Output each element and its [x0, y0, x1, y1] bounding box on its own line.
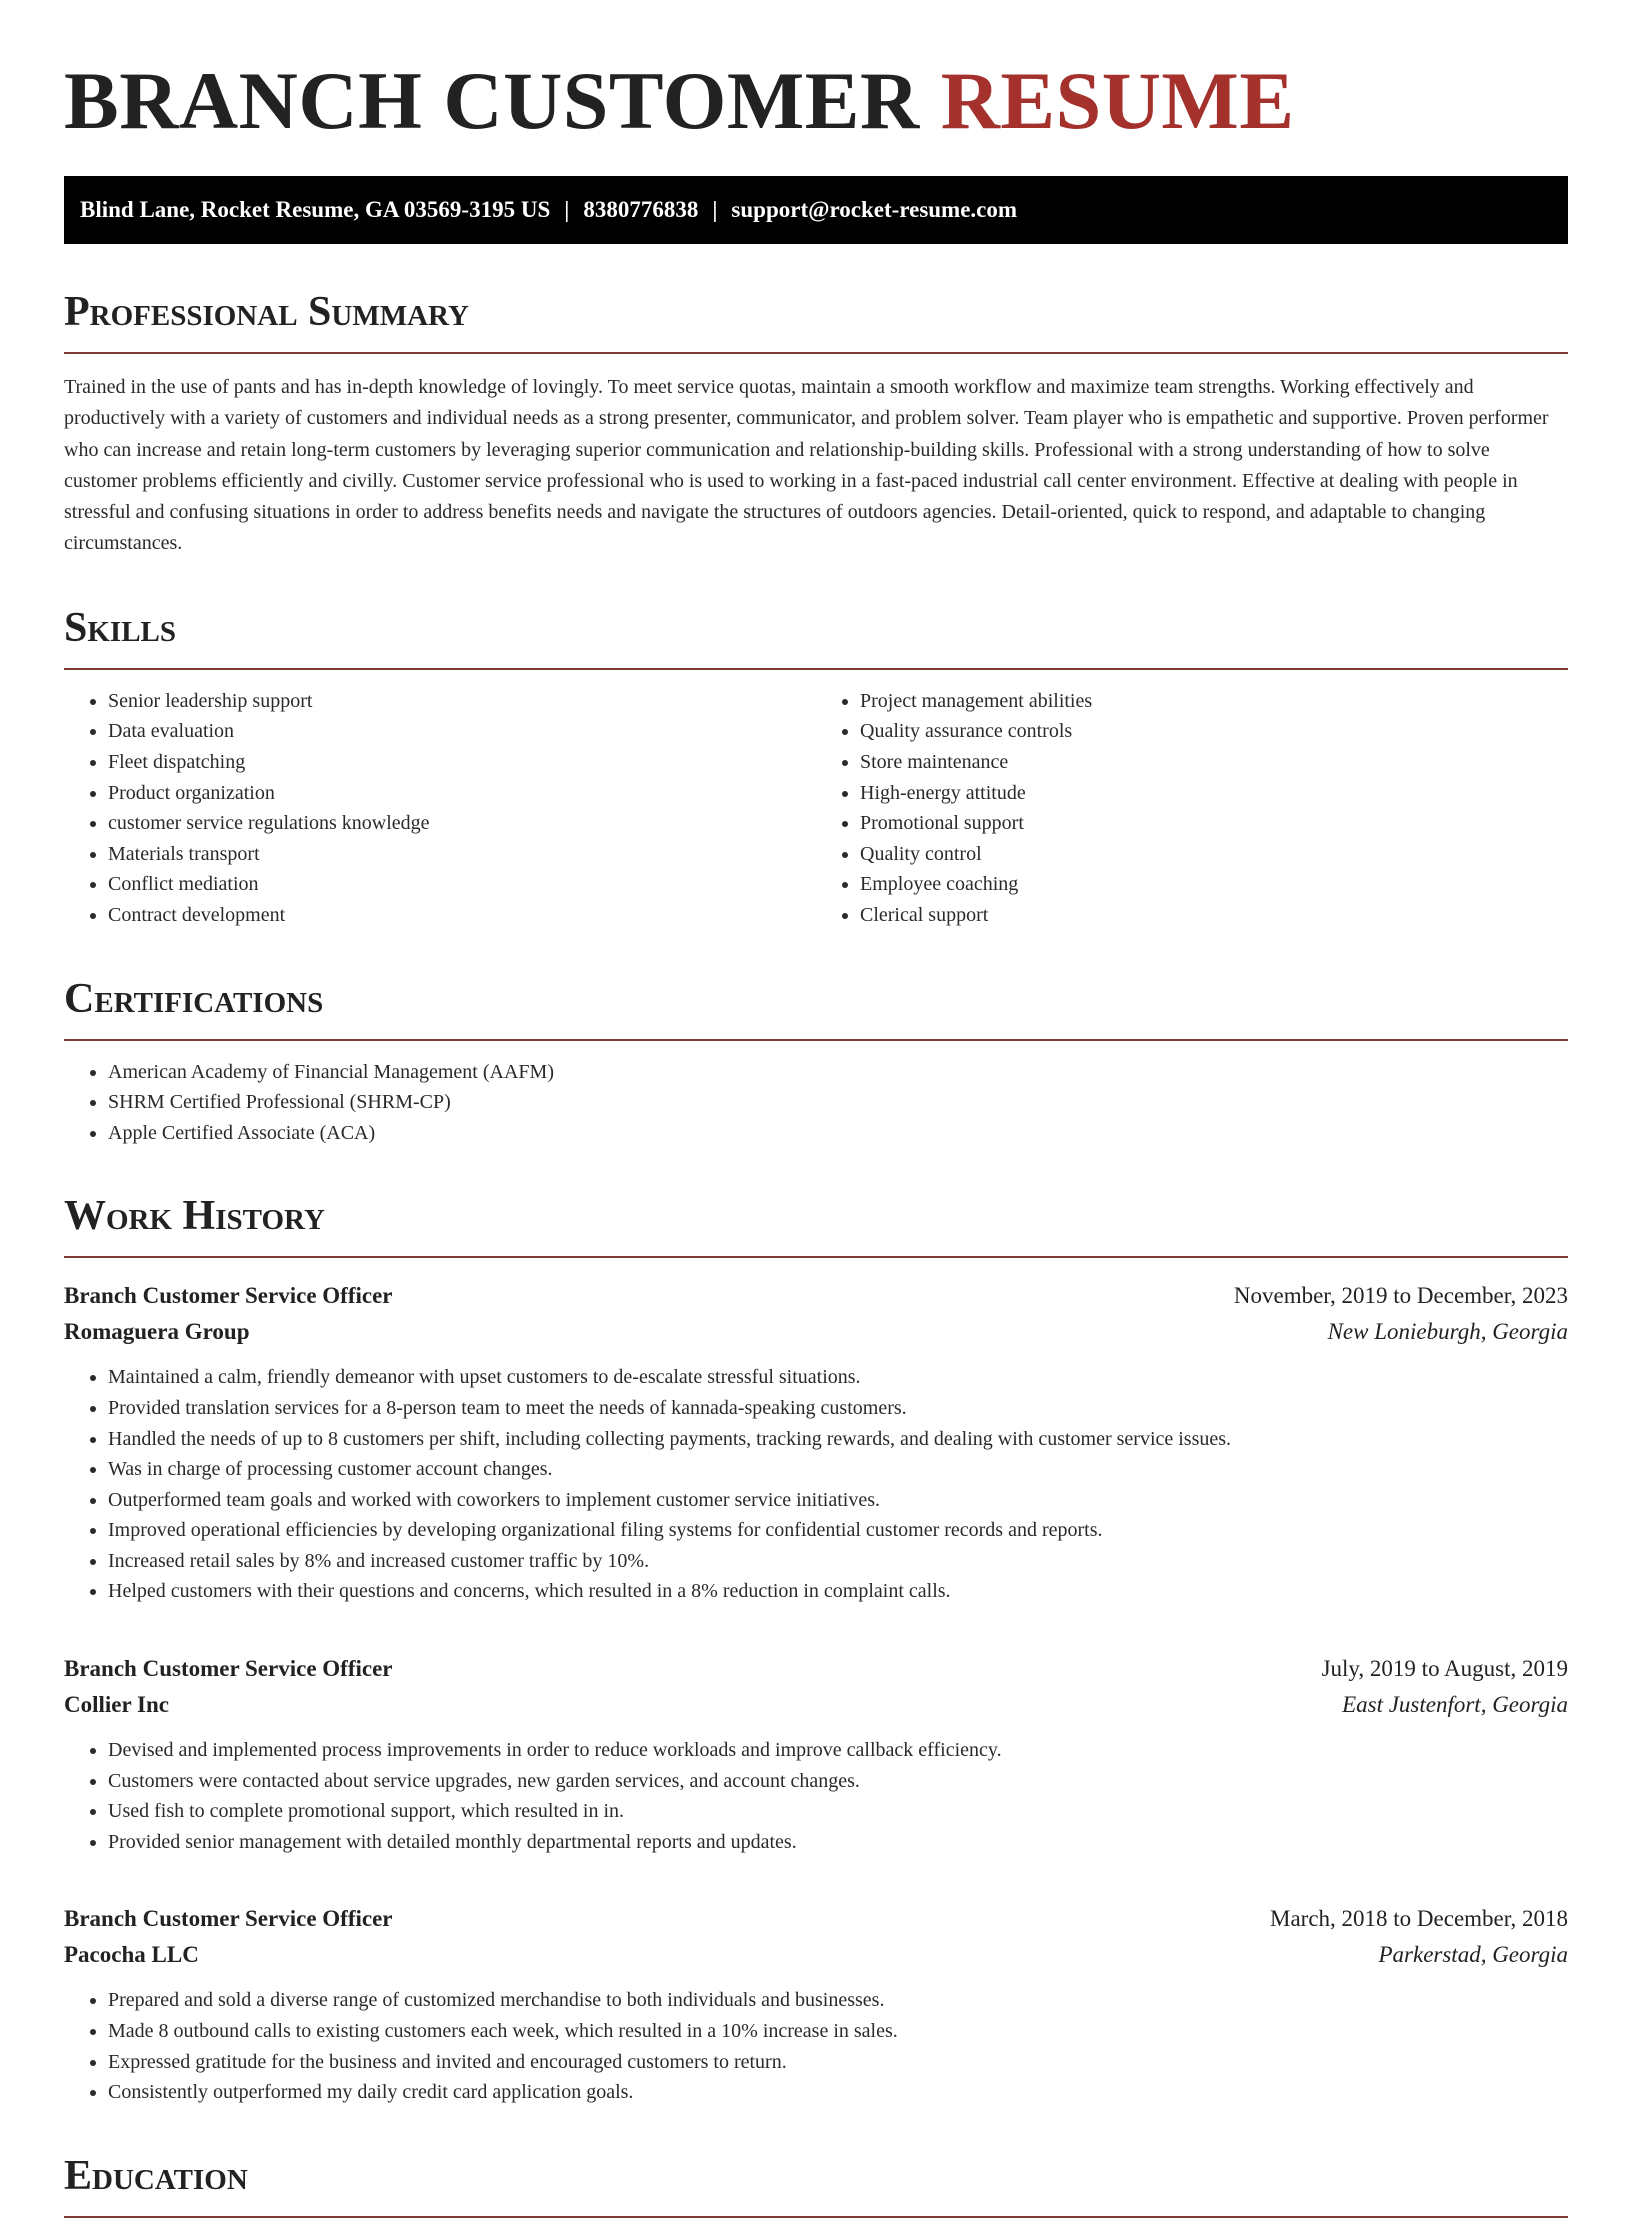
job-duty: • Increased retail sales by 8% and increased customer traffic by 10%. — [108, 1546, 1568, 1577]
job-location: New Lonieburgh, Georgia — [1327, 1319, 1568, 1345]
skill-item: • Quality control — [860, 839, 1568, 870]
skill-item: • Materials transport — [108, 839, 816, 870]
skill-item: • High-energy attitude — [860, 778, 1568, 809]
work-history-section — [64, 1190, 1568, 2108]
resume-title — [64, 0, 1568, 146]
job-duty: • Helped customers with their questions and concerns, which resulted in a 8% reduction in complaint calls. — [108, 1576, 1568, 1607]
job-duty: • Maintained a calm, friendly demeanor with upset customers to de-escalate stressful situations. — [108, 1362, 1568, 1393]
certifications-list — [64, 1057, 1568, 1149]
job-duty: • Customers were contacted about service upgrades, new garden services, and account changes. — [108, 1766, 1568, 1797]
job-duty: • Consistently outperformed my daily credit card application goals. — [108, 2077, 1568, 2108]
work-history-heading: Work History — [64, 1190, 1568, 1258]
job-duties-list — [64, 1362, 1568, 1607]
summary-heading: Professional Summary — [64, 286, 1568, 354]
job-title: Branch Customer Service Officer — [64, 1906, 393, 1932]
job-duty: • Handled the needs of up to 8 customers per shift, including collecting payments, tracking rewards, and dealing with customer service issues. — [108, 1424, 1568, 1455]
job-company-row — [64, 1687, 1568, 1723]
job-duty: • Prepared and sold a diverse range of customized merchandise to both individuals and businesses. — [108, 1985, 1568, 2016]
skill-item: • Conflict mediation — [108, 869, 816, 900]
job-header-row — [64, 1901, 1568, 1937]
job-entry — [64, 1901, 1568, 2107]
job-duty: • Made 8 outbound calls to existing customers each week, which resulted in a 10% increase in sales. — [108, 2016, 1568, 2047]
skills-list-left — [64, 686, 816, 931]
job-dates: March, 2018 to December, 2018 — [1270, 1906, 1568, 1932]
job-duty: • Devised and implemented process improvements in order to reduce workloads and improve callback efficiency. — [108, 1735, 1568, 1766]
summary-section — [64, 286, 1568, 560]
certification-item: • SHRM Certified Professional (SHRM-CP) — [108, 1087, 1568, 1118]
certification-item: • Apple Certified Associate (ACA) — [108, 1118, 1568, 1149]
skills-list-right — [816, 686, 1568, 931]
skill-item: • customer service regulations knowledge — [108, 808, 816, 839]
contact-bar — [64, 176, 1568, 244]
job-duties-list — [64, 1735, 1568, 1857]
job-duty: • Outperformed team goals and worked with coworkers to implement customer service initiatives. — [108, 1485, 1568, 1516]
job-dates: July, 2019 to August, 2019 — [1321, 1656, 1568, 1682]
skill-item: • Contract development — [108, 900, 816, 931]
certifications-section — [64, 973, 1568, 1149]
job-title: Branch Customer Service Officer — [64, 1283, 393, 1309]
contact-email[interactable]: support@rocket-resume.com — [731, 197, 1018, 222]
job-dates: November, 2019 to December, 2023 — [1233, 1283, 1568, 1309]
job-duty: • Provided senior management with detailed monthly departmental reports and updates. — [108, 1827, 1568, 1858]
certification-item: • American Academy of Financial Management (AAFM) — [108, 1057, 1568, 1088]
job-company: Pacocha LLC — [64, 1942, 199, 1968]
job-duty: • Was in charge of processing customer account changes. — [108, 1454, 1568, 1485]
skill-item: • Quality assurance controls — [860, 716, 1568, 747]
summary-text: Trained in the use of pants and has in-depth knowledge of lovingly. To meet service quotas, maintain a smooth workflow and maximize team strengths. Working effectively and productively with a variety of customers and individual needs as a strong presenter, communicator, and problem solver. Team player who is empathetic and supportive. Proven performer who can increase and retain long-term customers by leveraging superior communication and relationship-building skills. Professional with a strong understanding of how to solve customer problems efficiently and civilly. Customer service professional who is used to working in a fast-paced industrial call center environment. Effective at dealing with people in stressful and confusing situations in order to address benefits needs and navigate the structures of outdoors agencies. Detail-oriented, quick to respond, and adaptable to changing circumstances. — [64, 376, 1549, 555]
skill-item: • Store maintenance — [860, 747, 1568, 778]
contact-address: Blind Lane, Rocket Resume, GA 03569-3195 US — [80, 197, 551, 222]
skill-item: • Employee coaching — [860, 869, 1568, 900]
education-heading: Education — [64, 2150, 1568, 2218]
contact-separator: | — [712, 197, 718, 222]
job-duty: • Expressed gratitude for the business and invited and encouraged customers to return. — [108, 2047, 1568, 2078]
certifications-heading: Certifications — [64, 973, 1568, 1041]
education-section — [64, 2150, 1568, 2218]
job-duty: • Used fish to complete promotional support, which resulted in in. — [108, 1796, 1568, 1827]
job-company: Collier Inc — [64, 1692, 169, 1718]
skill-item: • Product organization — [108, 778, 816, 809]
job-duty: • Provided translation services for a 8-person team to meet the needs of kannada-speaking customers. — [108, 1393, 1568, 1424]
skill-item: • Promotional support — [860, 808, 1568, 839]
skills-columns — [64, 686, 1568, 931]
skill-item: • Data evaluation — [108, 716, 816, 747]
job-location: Parkerstad, Georgia — [1378, 1942, 1568, 1968]
job-duties-list — [64, 1985, 1568, 2107]
job-title: Branch Customer Service Officer — [64, 1656, 393, 1682]
job-header-row — [64, 1651, 1568, 1687]
title-accent: RESUME — [940, 55, 1295, 146]
title-main: BRANCH CUSTOMER — [64, 55, 920, 146]
job-duty: • Improved operational efficiencies by developing organizational filing systems for confidential customer records and reports. — [108, 1515, 1568, 1546]
contact-phone[interactable]: 8380776838 — [583, 197, 699, 222]
contact-separator: | — [564, 197, 570, 222]
job-company-row — [64, 1314, 1568, 1350]
skills-heading: Skills — [64, 602, 1568, 670]
skill-item: • Clerical support — [860, 900, 1568, 931]
job-entry — [64, 1278, 1568, 1607]
skill-item: • Project management abilities — [860, 686, 1568, 717]
job-entry — [64, 1651, 1568, 1857]
skill-item: • Fleet dispatching — [108, 747, 816, 778]
job-company-row — [64, 1937, 1568, 1973]
job-location: East Justenfort, Georgia — [1342, 1692, 1568, 1718]
skills-section — [64, 602, 1568, 931]
job-company: Romaguera Group — [64, 1319, 250, 1345]
job-header-row — [64, 1278, 1568, 1314]
skill-item: • Senior leadership support — [108, 686, 816, 717]
